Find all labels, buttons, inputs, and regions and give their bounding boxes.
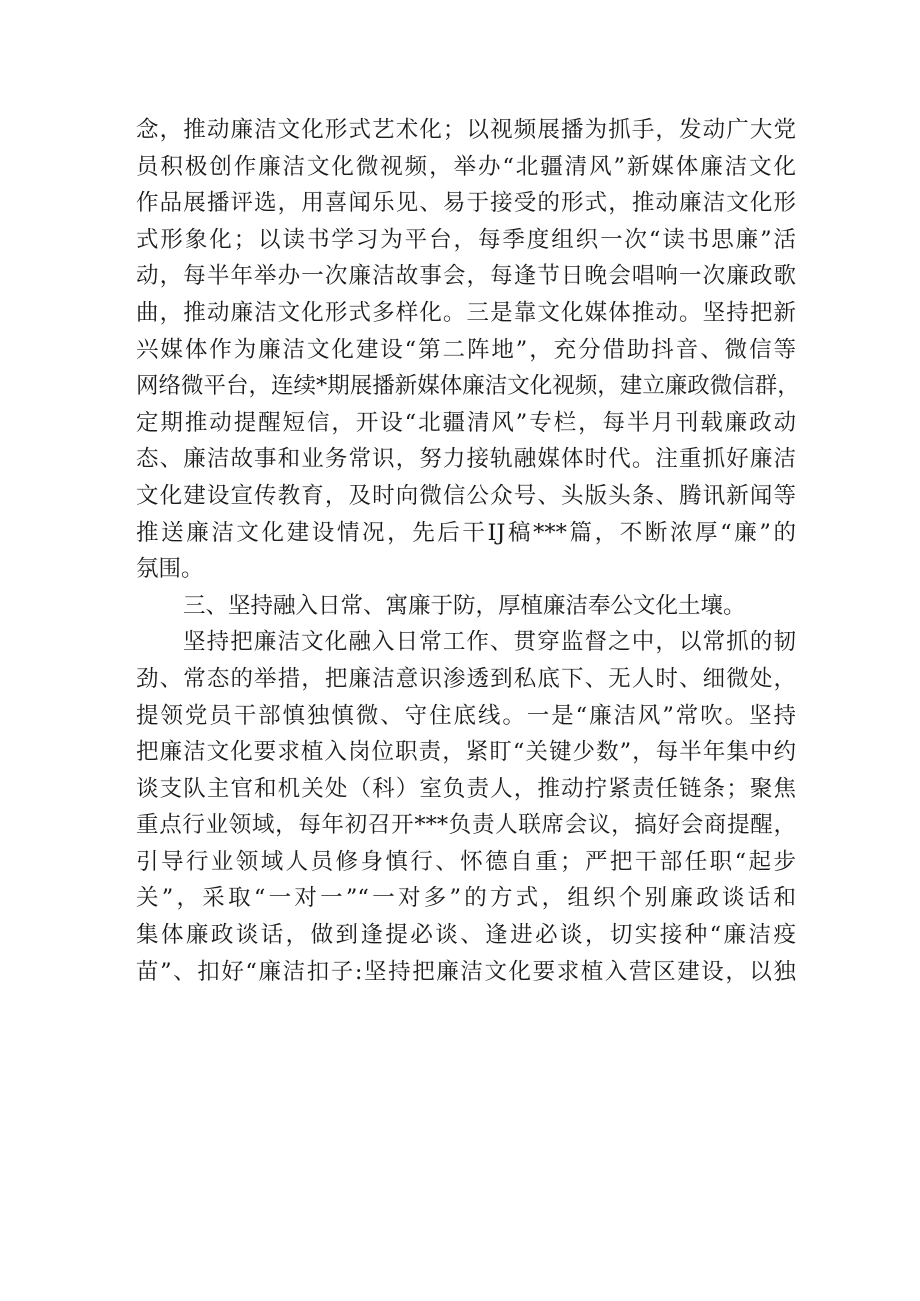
- text-line: 念，推动廉洁文化形式艺术化；以视频展播为抓手，发动广大党: [136, 117, 796, 143]
- text-line: 集体廉政谈话，做到逢提必谈、逢进必谈，切实接种“廉洁疫: [136, 922, 796, 949]
- text-line: 文化建设宣传教育，及时向微信公众号、头版头条、腾讯新闻等: [136, 482, 796, 509]
- text-line: 引导行业领域人员修身慎行、怀德自重；严把干部任职“起步: [136, 848, 796, 875]
- text-line: 提领党员干部慎独慎微、守住底线。一是“廉洁风”常吹。坚持: [136, 702, 796, 729]
- text-line: 谈支队主官和机关处（科）室负责人，推动拧紧责任链条；聚焦: [136, 775, 796, 802]
- body-text: [136, 112, 800, 990]
- text-line: 作品展播评选，用喜闻乐见、易于接受的形式，推动廉洁文化形: [136, 190, 796, 217]
- text-line: 苗”、扣好“廉洁扣子:坚持把廉洁文化要求植入营区建设，以独: [136, 958, 796, 985]
- text-line-paragraph-end: 氛围。: [136, 556, 204, 583]
- text-line: 重点行业领域，每年初召开***负责人联席会议，搞好会商提醒，: [136, 812, 796, 839]
- text-line: 推送廉洁文化建设情况，先后干IJ稿***篇，不断浓厚“廉”的: [136, 519, 796, 546]
- text-line: 动，每半年举办一次廉洁故事会，每逢节日晚会唱响一次廉政歌: [136, 263, 796, 290]
- text-line: 把廉洁文化要求植入岗位职责，紧盯“关键少数”，每半年集中约: [136, 739, 796, 766]
- section-heading: 三、坚持融入日常、寓廉于防，厚植廉洁奉公文化土壤。: [183, 592, 746, 619]
- text-line: 关”，采取“一对一”“一对多”的方式，组织个别廉政谈话和: [136, 885, 796, 912]
- text-line: 态、廉洁故事和业务常识，努力接轨融媒体时代。注重抓好廉洁: [136, 446, 796, 473]
- text-line: 员积极创作廉洁文化微视频，举办“北疆清风”新媒体廉洁文化: [136, 153, 796, 180]
- text-line: 式形象化；以读书学习为平台，每季度组织一次“读书思廉”活: [136, 226, 796, 253]
- text-line: 曲，推动廉洁文化形式多样化。三是靠文化媒体推动。坚持把新: [136, 299, 796, 326]
- text-line: 网络微平台，连续*期展播新媒体廉洁文化视频，建立廉政微信群，: [136, 373, 800, 400]
- text-line: 兴媒体作为廉洁文化建设“第二阵地”，充分借助抖音、微信等: [136, 336, 796, 363]
- text-line: 定期推动提醒短信，开设“北疆清风”专栏，每半月刊载廉政动: [136, 409, 796, 436]
- text-line-paragraph-start: 坚持把廉洁文化融入日常工作、贯穿监督之中，以常抓的韧: [183, 629, 796, 656]
- text-line: 劲、常态的举措，把廉洁意识渗透到私底下、无人时、细微处，: [136, 665, 796, 692]
